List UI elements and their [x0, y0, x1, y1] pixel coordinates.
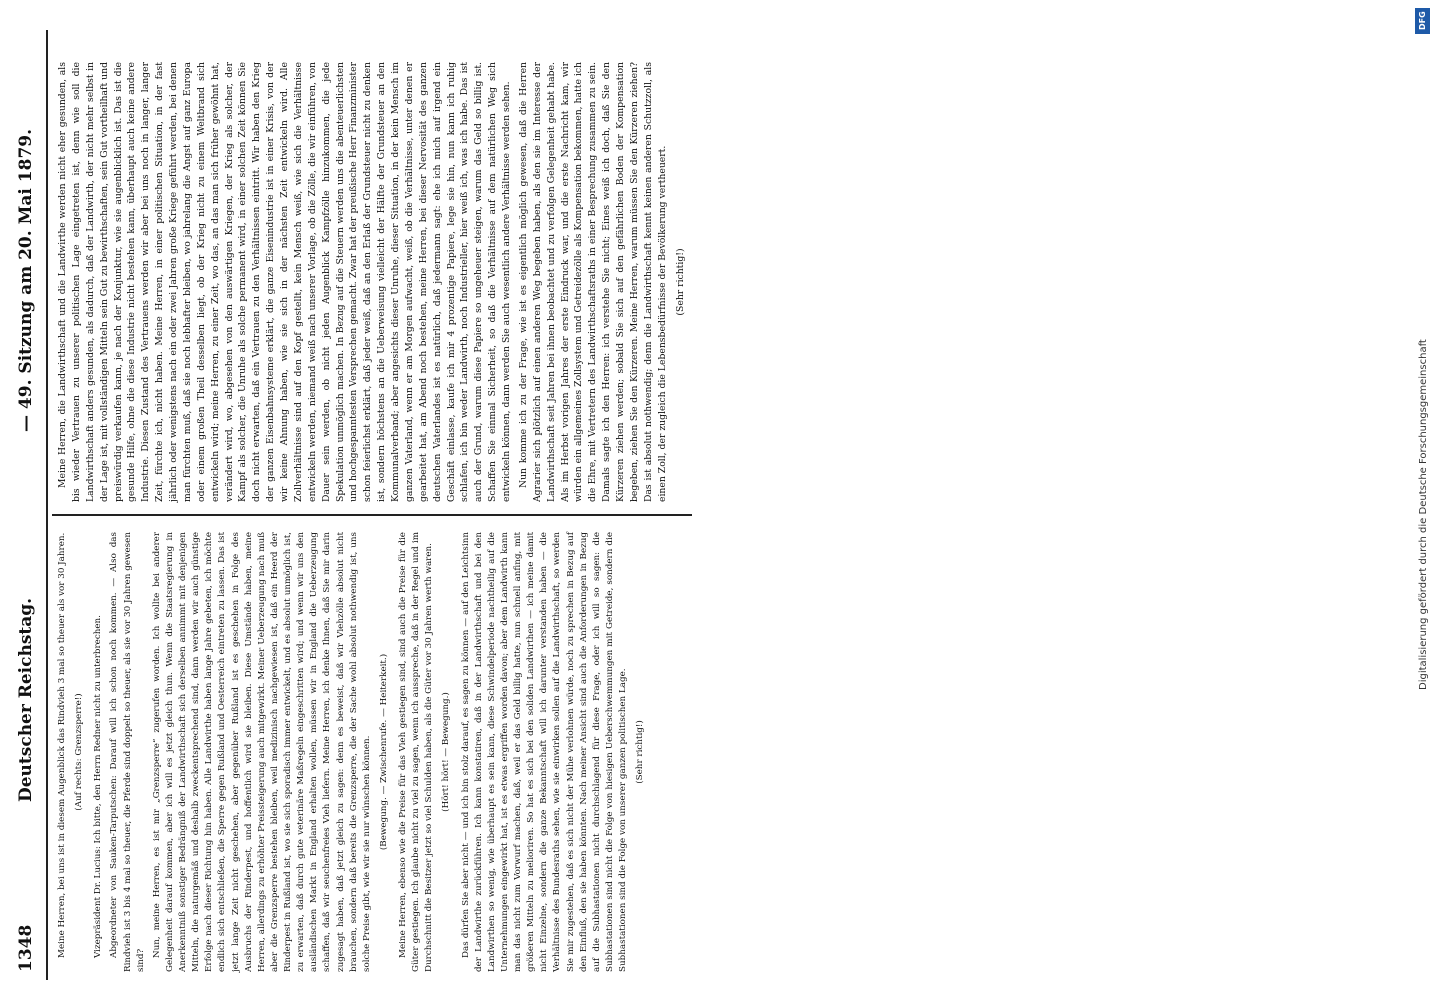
paragraph: Abgeordneter von Sauken-Tarputschen: Darauf will ich schon noch kommen. — Also das Rindvieh ist 3 bis 4 mal so theuer, die Pferde sind doppelt so theuer, als sie vor 30 Jahren gewesen sind? — [109, 532, 146, 972]
paragraph: Meine Herren, bei uns ist in diesem Augenblick das Rindvieh 3 mal so theuer als vor 30 Jahren. — [57, 532, 67, 958]
paragraph: Vizepräsident Dr. Lucius: Ich bitte, den Herrn Redner nicht zu unterbrechen. — [93, 615, 104, 958]
dfg-logo: DFG — [1415, 8, 1430, 34]
paragraph: Nun, meine Herren, es ist mir „Grenzsperre“ zugerufen worden. Ich wollte bei anderer Gelegenheit darauf kommen, aber ich will es jetzt gleich thun. Wenn die Staatsregierung in Anerkenntniß sonstiger Bedrängniß der Landwirthschaft sich derselben annimmt mit denjenigen Mitteln, die naturgemäß und deshalb zweckentsprechend sind, dann werden wir auch günstige Erfolge nach dieser Richtung hin haben. Alle Landwirthe haben lange Jahre gebeten, ich möchte endlich sich entschließen, die Sperre gegen Rußland und Oesterreich eintreten zu lassen. Das ist jetzt lange Zeit nicht geschehen, aber gegenüber Rußland ist es geschehen in Folge des Ausbruchs der Rinderpest, und hoffentlich wird sie bleiben. Diese Umstände haben, meine Herren, allerdings zu erhöhter Preissteigerung auch mitgewirkt. Meiner Ueberzeugung nach muß aber die Grenzsperre bestehen bleiben, weil medizinisch nachgewiesen ist, daß ein Heerd der Rinderpest in Rußland ist, wo sie sich sporadisch immer entwickelt, und es absolut unmöglich ist, zu erwarten, daß durch gute veterinäre Maßregeln eingeschritten wird; und wenn wir uns den ausländischen Markt in England erhalten wollen, müssen wir in England die Ueberzeugung schaffen, daß wir seuchenfreies Vieh liefern. Meine Herren, ich denke Ihnen, daß Sie mir darin zugesagt haben, daß jetzt gleich zu sagen: denn es beweist, daß wir Viehzölle absolut nicht brauchen, sondern daß bereits die Grenzsperre, die der Sache wohl absolut nothwendig ist, uns solche Preise gibt, wie wir sie nur wünschen können. — [151, 532, 372, 972]
session-title: — 49. Sitzung am 20. Mai 1879. — [16, 128, 36, 432]
interjection: (Sehr richtig!) — [635, 720, 646, 784]
paragraph: Meine Herren, die Landwirthschaft und die Landwirthe werden nicht eher gesunden, als bis wieder Vertrauen zu unserer politischen Lage eingetreten ist, denn wie soll die Landwirthschaft anders gesunden, als dadurch, daß der Landwirth, der nicht mehr selbst in der Lage ist, mit vollständigen Mitteln sein Gut zu bewirthschaften, sein Gut vortheilhaft und preiswürdig verkaufen kann, je nach der Konjunktur, wie sie augenblicklich ist. Das ist die gesunde Hilfe, ohne die diese Industrie nicht bestehen kann, überhaupt auch keine andere Industrie. Diesen Zustand des Vertrauens werden wir aber bei uns noch in langer, langer Zeit, fürchte ich, nicht haben. Meine Herren, in einer politischen Situation, in der fast jährlich oder wenigstens nach ein oder zwei Jahren große Kriege geführt werden, bei denen man fürchten muß, daß sie noch lebhafter bleiben, wo jahrelang die Angst auf ganz Europa oder einem großen Theil desselben liegt, ob der Krieg nicht zu einem Weltbrand sich entwickeln wird; meine Herren, zu einer Zeit, wo das, an das man sich früher gewöhnt hat, verändert wird, wo, abgesehen von den auswärtigen Kriegen, der Krieg als solcher, der Kampf als solcher, die Unruhe als solche permanent wird, in einer solchen Zeit können Sie doch nicht erwarten, daß ein Vertrauen zu den Verhältnissen eintritt. Wir haben den Krieg der ganzen Eisenbahnsysteme erklärt, die ganze Eisenindustrie ist in einer Krisis, von der wir keine Ahnung haben, wie sie sich in der nächsten Zeit entwickeln wird. Alle Zollverhältnisse sind auf den Kopf gestellt, kein Mensch weiß, wie sich die Verhältnisse entwickeln werden, niemand weiß nach unserer Vorlage, ob die Zölle, die wir einführen, von Dauer sein werden, ob nicht jeden Augenblick Kampfzölle hinzukommen, die jede Spekulation unmöglich machen. In Bezug auf die Steuern werden uns die abenteuerlichsten und hochgespanntesten Versprechen gemacht. Zwar hat der preußische Herr Finanzminister schon feierlichst erklärt, daß jeder weiß, daß an den Erlaß der Grundsteuer nicht zu denken ist, sondern höchstens an die Ueberweisung vielleicht der Hälfte der Grundsteuer an den Kommunalverband; aber angesichts dieser Unruhe, dieser Situation, in der kein Mensch im ganzen Vaterland, wenn er am Morgen aufwacht, weiß, ob die Verhältnisse, unter denen er gearbeitet hat, am Abend noch bestehen, meine Herren, bei dieser Nervosität des ganzen deutschen Vaterlandes ist es natürlich, daß jedermann sagt: ehe ich mich auf irgend ein Geschäft einlasse, kaufe ich mir 4 prozentige Papiere, lege sie hin, nun kann ich ruhig schlafen, ich bin weder Landwirth, noch Industrieller, hier weiß ich, was ich habe. Das ist auch der Grund, warum diese Papiere so ungeheuer steigen, warum das Geld so billig ist. Schaffen Sie einmal Sicherheit, so daß die Verhältnisse auf dem natürlichen Weg sich entwickeln können, dann werden Sie auch wesentlich andere Verhältnisse werden sehen. — [57, 62, 512, 502]
digitization-note: Digitalisierung gefördert durch die Deutsche Forschungsgemeinschaft — [1418, 339, 1429, 690]
interjection: (Bewegung. — Zwischenrufe. — Heiterkeit.) — [378, 653, 389, 851]
page-number: 1348 — [16, 924, 36, 972]
page-header — [10, 32, 50, 972]
column-divider — [52, 514, 692, 516]
paragraph: Nun komme ich zu der Frage, wie ist es eigentlich möglich gewesen, daß die Herren Agrarier sich plötzlich auf einen anderen Weg begeben haben, als den sie im Interesse der Landwirthschaft seit Jahren bei ihnen beobachtet und zu verfolgen Gelegenheit gehabt habe. Als im Herbst vorigen Jahres der erste Eindruck war, und die erste Nachricht kam, wir würden ein allgemeines Zollsystem und Getreidezölle als Kompensation bekommen, hatte ich die Ehre, mit Vertretern des Landwirthschaftsraths in einer Besprechung zusammen zu sein. Damals sagte ich den Herren: ich verstehe Sie nicht; Eines weiß ich doch, daß Sie den Kürzeren ziehen werden; sobald Sie sich auf den gefährlichen Boden der Kompensation begeben, ziehen Sie den Kürzeren. Meine Herren, warum müssen Sie den Kürzeren ziehen? Das ist absolut nothwendig; denn die Landwirthschaft kennt keinen anderen Schutzzoll, als einen Zoll, der zugleich die Lebensbedürfnisse der Bevölkerung vertheuert. — [517, 62, 668, 502]
paragraph: Das dürfen Sie aber nicht — und ich bin stolz darauf, es sagen zu können — auf den Leichtsinn der Landwirthe zurückführen. Ich kann konstatiren, daß in der Landwirthschaft und bei den Landwirthen so wenig, wie überhaupt es sein kann, diese Schwindelperiode nachtheilig auf die Unternehmungen eingewirkt hat, ist es etwas ergriffen worden davon; aber dem Landwirth kann man das nicht zum Vorwurf machen, daß, weil er das Geld billig hatte, nun schnell anfing, mit größeren Mitteln zu melioriren. So hat es sich bei den soliden Landwirthen — ich meine damit nicht Einzelne, sondern die ganze Bekanntschaft will ich darunter verstanden haben — die Verhältnisse des Bundesraths sehen, wie sie einwirken sollen auf die Landwirthschaft, so werden Sie mir zugestehen, daß es sich nicht der Mühe verlohnen würde, noch zu sprechen in Bezug auf den Einfluß, den sie haben könnten. Nach meiner Ansicht sind auch die Anforderungen in Bezug auf die Subhastationen nicht durchschlagend für diese Frage, oder ich will so sagen: die Subhastationen sind nicht die Folge von hiesigen Ueberschwemmungen mit Getreide, sondern die Subhastationen sind die Folge von unserer ganzen politischen Lage. — [460, 532, 628, 972]
interjection: (Sehr richtig!) — [674, 248, 686, 316]
right-column — [56, 62, 696, 502]
publication-title: Deutscher Reichstag. — [16, 597, 36, 802]
interjection: (Auf rechts: Grenzsperre!) — [74, 693, 85, 811]
paragraph: Meine Herren, ebenso wie die Preise für das Vieh gestiegen sind, sind auch die Preise für die Güter gestiegen. Ich glaube nicht zu viel zu sagen, wenn ich ausspreche, daß in der Regel und im Durchschnitt die Besitzer jetzt so viel Schulden haben, als die Güter vor 30 Jahren werth waren. — [398, 532, 435, 972]
left-column — [56, 532, 696, 972]
interjection: (Hört! hört! — Bewegung.) — [441, 692, 452, 812]
header-rule — [46, 30, 48, 980]
